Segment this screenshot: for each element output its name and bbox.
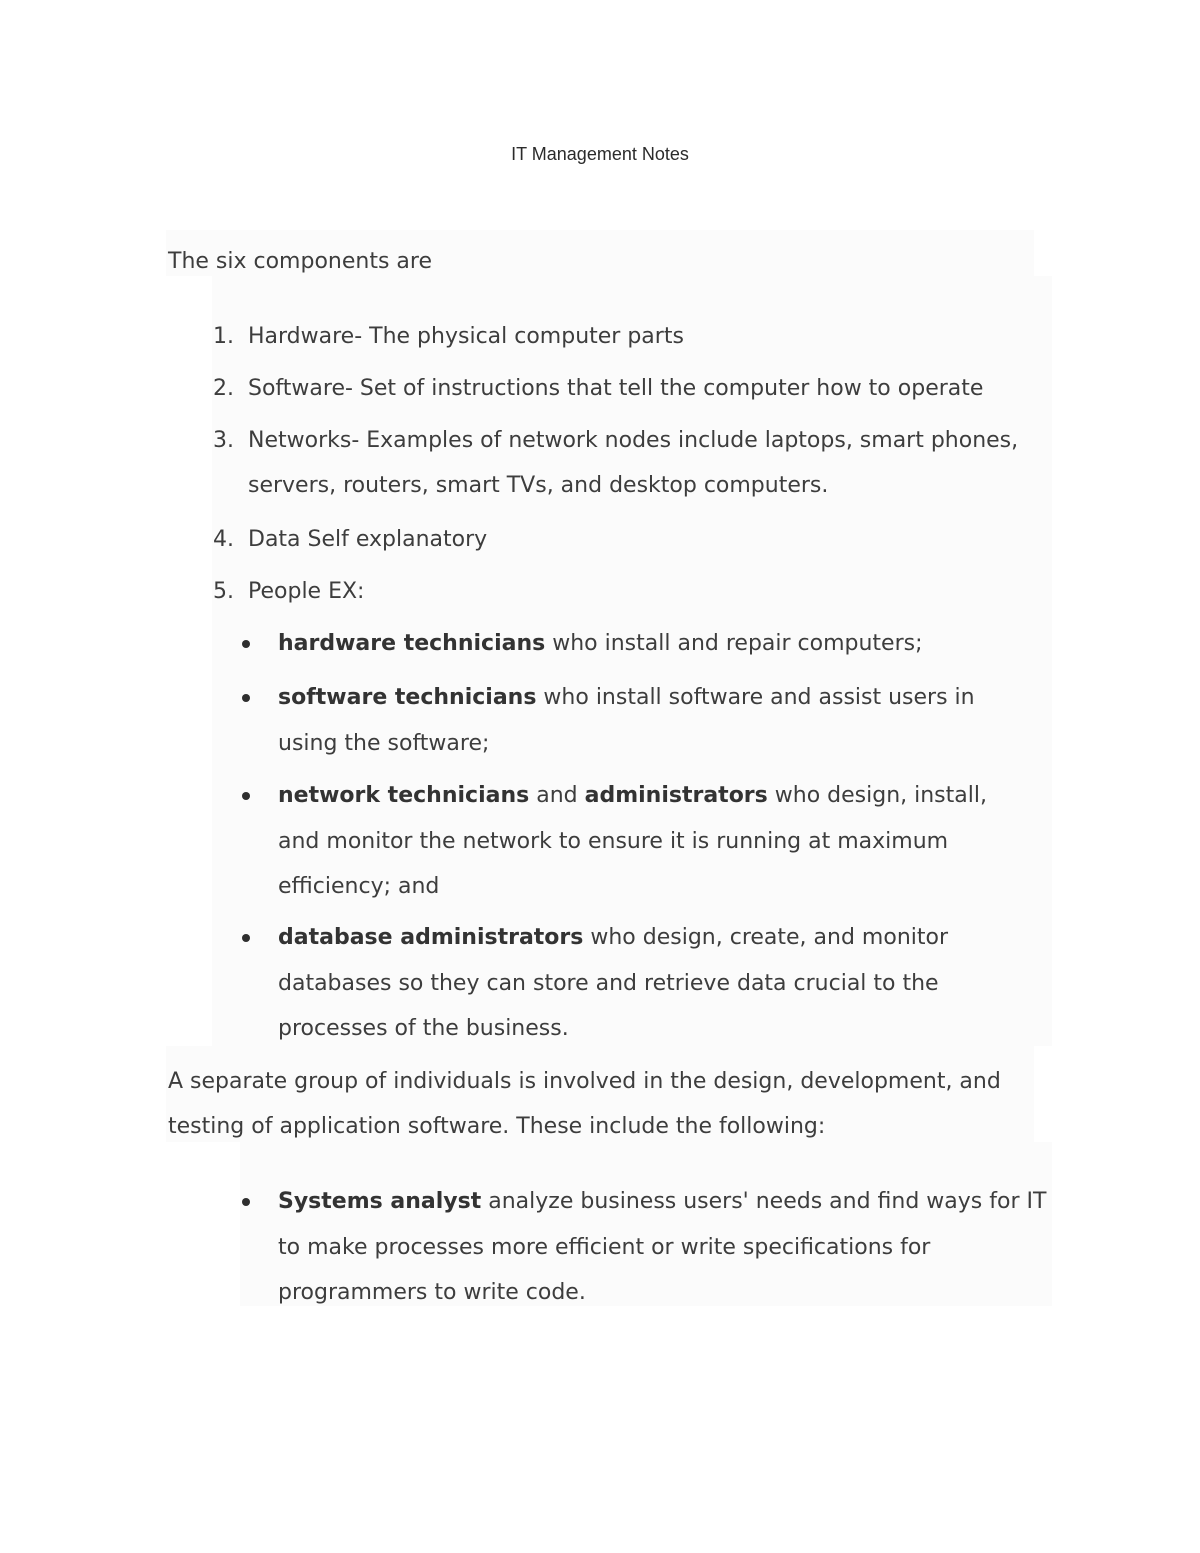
list-number: 4. (213, 527, 234, 552)
list-item-hardware: Hardware- The physical computer parts (248, 324, 684, 349)
list-number: 5. (213, 579, 234, 604)
bullet-software-technicians: software technicians who install software and assist users in using the software; (278, 685, 975, 756)
bullet-systems-analyst: Systems analyst analyze business users' needs and find ways for IT to make processes more efficient or write specifications for programmers to write code. (278, 1189, 1047, 1305)
bullet-database-administrators: database administrators who design, create, and monitor databases so they can store and retrieve data crucial to the processes of the business. (278, 925, 949, 1041)
list-item-data: Data Self explanatory (248, 527, 488, 552)
list-item-networks: Networks- Examples of network nodes include laptops, smart phones, servers, routers, smart TVs, and desktop computers. (248, 428, 1019, 498)
bullet-icon (242, 792, 250, 800)
bullet-icon (242, 694, 250, 702)
list-item-software: Software- Set of instructions that tell the computer how to operate (248, 376, 984, 401)
separate-group-paragraph: A separate group of individuals is involved in the design, development, and testing of application software. These include the following: (168, 1069, 1001, 1139)
list-number: 2. (213, 376, 234, 401)
bullet-icon (242, 934, 250, 942)
list-item-people: People EX: (248, 579, 365, 604)
bullet-icon (242, 1198, 250, 1206)
list-number: 3. (213, 428, 234, 453)
intro-text: The six components are (168, 249, 432, 274)
bullet-hardware-technicians: hardware technicians who install and repair computers; (278, 631, 923, 656)
bullet-icon (242, 640, 250, 648)
bullet-network-technicians: network technicians and administrators who design, install, and monitor the network to ensure it is running at maximum efficiency; and (278, 783, 987, 899)
document-title: IT Management Notes (511, 144, 689, 164)
list-number: 1. (213, 324, 234, 349)
